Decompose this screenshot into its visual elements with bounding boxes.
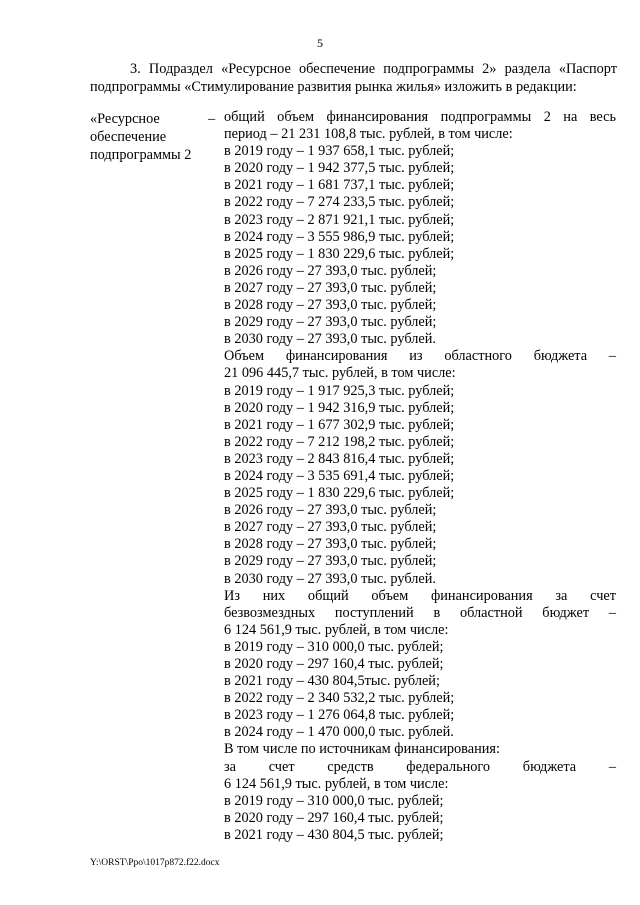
resource-label-line-3: подпрограммы 2 [90,147,192,163]
regional-year-line: в 2028 году – 27 393,0 тыс. рублей; [224,536,437,553]
sources-year-line: в 2019 году – 310 000,0 тыс. рублей; [224,792,444,809]
page-number: 5 [317,36,323,50]
regional-year-line: в 2022 году – 7 212 198,2 тыс. рублей; [224,433,455,450]
intro-paragraph [90,60,617,96]
gratuitous-year-line: в 2023 году – 1 276 064,8 тыс. рублей; [224,707,455,724]
total-year-line: в 2026 году – 27 393,0 тыс. рублей; [224,262,437,279]
regional-year-line: в 2020 году – 1 942 316,9 тыс. рублей; [224,399,455,416]
total-year-line: в 2027 году – 27 393,0 тыс. рублей; [224,279,437,296]
total-year-line: в 2022 году – 7 274 233,5 тыс. рублей; [224,194,455,211]
intro-line-2: подпрограммы «Стимулирование развития рынка жилья» изложить в редакции: [90,79,577,95]
total-year-line: в 2020 году – 1 942 377,5 тыс. рублей; [224,160,455,177]
regional-year-line: в 2027 году – 27 393,0 тыс. рублей; [224,519,437,536]
funding-details [224,109,616,844]
gratuitous-year-line: в 2019 году – 310 000,0 тыс. рублей; [224,638,444,655]
total-year-line: в 2021 году – 1 681 737,1 тыс. рублей; [224,177,455,194]
regional-year-line: в 2030 году – 27 393,0 тыс. рублей. [224,570,436,587]
regional-year-line: в 2026 году – 27 393,0 тыс. рублей; [224,502,437,519]
regional-year-line: в 2029 году – 27 393,0 тыс. рублей; [224,553,437,570]
gratuitous-year-line: в 2021 году – 430 804,5тыс. рублей; [224,673,440,690]
intro-line-1: 3. Подраздел «Ресурсное обеспечение подпрограммы 2» раздела «Паспорт [130,61,617,77]
total-year-line: в 2024 году – 3 555 986,9 тыс. рублей; [224,228,455,245]
sources-year-line: в 2021 году – 430 804,5 тыс. рублей; [224,826,444,843]
total-year-line: в 2030 году – 27 393,0 тыс. рублей. [224,331,436,348]
gratuitous-line-2: безвозмездных поступлений в областной бюджет – [224,604,616,621]
sources-heading: В том числе по источникам финансирования: [224,741,500,758]
gratuitous-year-line: в 2022 году – 2 340 532,2 тыс. рублей; [224,690,455,707]
regional-year-line: в 2025 году – 1 830 229,6 тыс. рублей; [224,485,455,502]
gratuitous-line-1: Из них общий объем финансирования за счет [224,587,616,604]
total-year-line: в 2025 году – 1 830 229,6 тыс. рублей; [224,245,455,262]
footer-file-path: Y:\ORST\Ppo\1017p872.f22.docx [90,858,220,868]
regional-line-2: 21 096 445,7 тыс. рублей, в том числе: [224,365,456,382]
total-year-line: в 2019 году – 1 937 658,1 тыс. рублей; [224,143,455,160]
regional-year-line: в 2021 году – 1 677 302,9 тыс. рублей; [224,416,455,433]
total-line-2: период – 21 231 108,8 тыс. рублей, в том числе: [224,126,513,143]
regional-year-line: в 2023 году – 2 843 816,4 тыс. рублей; [224,450,455,467]
resource-label-line-1: «Ресурсное [90,111,160,127]
total-year-line: в 2023 году – 2 871 921,1 тыс. рублей; [224,211,455,228]
total-line-1: общий объем финансирования подпрограммы 2 на весь [224,109,616,125]
sources-line-2: 6 124 561,9 тыс. рублей, в том числе: [224,775,449,792]
regional-line-1: Объем финансирования из областного бюджета – [224,348,616,365]
sources-line-1: за счет средств федерального бюджета – [224,758,616,775]
sources-year-line: в 2020 году – 297 160,4 тыс. рублей; [224,809,444,826]
gratuitous-line-3: 6 124 561,9 тыс. рублей, в том числе: [224,621,449,638]
resource-label-line-2: обеспечение [90,129,167,145]
resource-label [90,110,215,164]
label-dash: – [208,111,216,127]
gratuitous-year-line: в 2024 году – 1 470 000,0 тыс. рублей. [224,724,454,741]
gratuitous-year-line: в 2020 году – 297 160,4 тыс. рублей; [224,656,444,672]
regional-year-line: в 2024 году – 3 535 691,4 тыс. рублей; [224,467,455,484]
regional-year-line: в 2019 году – 1 917 925,3 тыс. рублей; [224,382,455,399]
total-year-line: в 2028 году – 27 393,0 тыс. рублей; [224,297,437,314]
total-year-line: в 2029 году – 27 393,0 тыс. рублей; [224,314,437,331]
